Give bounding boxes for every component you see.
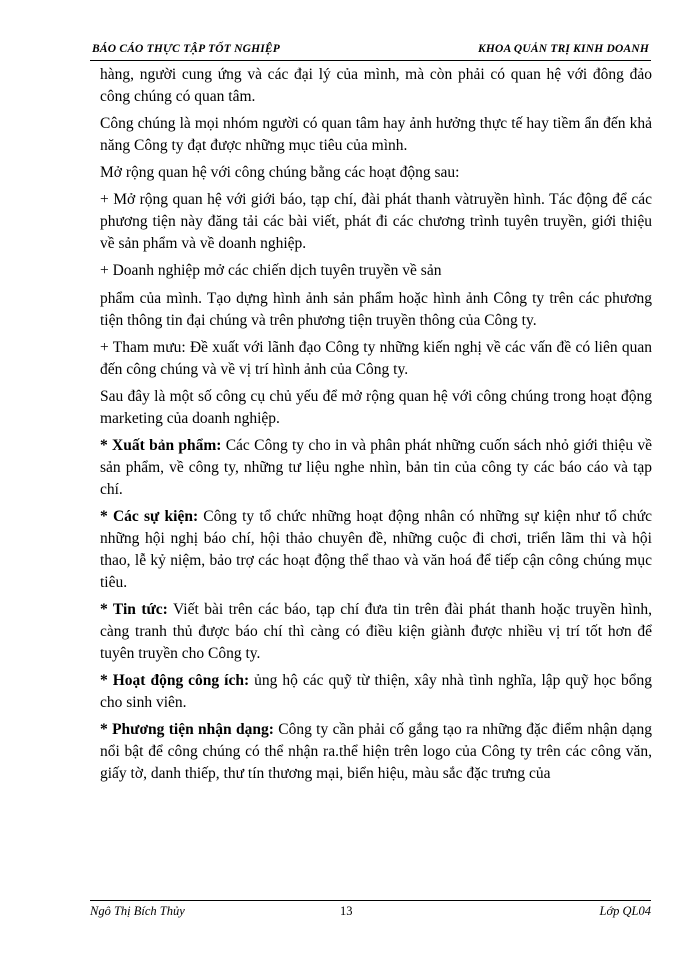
page-number: 13 <box>340 904 353 918</box>
item-news <box>100 599 652 665</box>
item-text: Các Công ty cho in và phân phát những cuốn sách nhỏ giới thiệu về sản phẩm, về công ty, những tư liệu nghe nhìn, bản tin của công ty các báo cáo và tạp chí. <box>100 436 652 498</box>
item-label: * Tin tức: <box>100 600 168 618</box>
item-label: * Phương tiện nhận dạng: <box>100 721 274 739</box>
item-public-service <box>100 670 652 714</box>
paragraph: hàng, người cung ứng và các đại lý của mình, mà còn phải có quan hệ với đông đảo công chúng có quan tâm. <box>100 66 652 105</box>
item-identity-media <box>100 719 652 785</box>
item-text: Công ty cần phải cố gắng tạo ra những đặc điểm nhận dạng nổi bật để công chúng có thể nhận ra.thể hiện trên logo của Công ty trên các công văn, giấy tờ, danh thiếp, thư tín thương mại, biển hiệu, màu sắc đặc trưng của <box>100 721 652 782</box>
footer-class: Lớp QL04 <box>599 904 651 918</box>
item-text: Viết bài trên các báo, tạp chí đưa tin trên đài phát thanh hoặc truyền hình, càng tranh thủ được báo chí thì càng có điều kiện giành được nhiều vị trí tốt hơn để tuyên truyền cho Công ty. <box>100 600 652 662</box>
item-text: ủng hộ các quỹ từ thiện, xây nhà tình nghĩa, lập quỹ học bổng cho sinh viên. <box>100 671 652 711</box>
item-text: Công ty tổ chức những hoạt động nhân có những sự kiện như tổ chức những hội nghị báo chí, hội thảo chuyên đề, những cuộc đi chơi, triển lãm thi và hội thao, lễ kỷ niệm, bảo trợ các hoạt động thể thao và văn hoá để tiếp cận công chúng mục tiêu. <box>100 507 652 591</box>
paragraph: Công chúng là mọi nhóm người có quan tâm hay ảnh hưởng thực tế hay tiềm ẩn đến khả năng Công ty đạt được những mục tiêu của mình. <box>100 115 652 155</box>
item-label: * Hoạt động công ích: <box>100 671 250 689</box>
item-label: * Xuất bản phẩm: <box>100 436 222 454</box>
header-report-title: BÁO CÁO THỰC TẬP TỐT NGHIỆP <box>92 43 280 55</box>
document-body <box>100 64 652 790</box>
page-footer <box>90 900 651 925</box>
paragraph: Sau đây là một số công cụ chủ yếu để mở rộng quan hệ với công chúng trong hoạt động marketing của doanh nghiệp. <box>100 387 652 427</box>
paragraph: Mở rộng quan hệ với công chúng bằng các hoạt động sau: <box>100 164 460 182</box>
page-header <box>90 40 651 61</box>
item-events <box>100 506 652 594</box>
item-publications <box>100 435 652 501</box>
header-faculty: KHOA QUẢN TRỊ KINH DOANH <box>478 43 649 55</box>
paragraph: + Mở rộng quan hệ với giới báo, tạp chí, đài phát thanh vàtruyền hình. Tác động để các phương tiện này đăng tải các bài viết, phát đi các chương trình tuyên truyền, giới thiệu về sản phẩm và về doanh nghiệp. <box>100 191 652 253</box>
item-label: * Các sự kiện: <box>100 507 199 525</box>
footer-author: Ngô Thị Bích Thủy <box>90 904 185 918</box>
paragraph: + Doanh nghiệp mở các chiến dịch tuyên truyền về sản <box>100 262 442 280</box>
paragraph: + Tham mưu: Đề xuất với lãnh đạo Công ty những kiến nghị về các vấn đề có liên quan đến công chúng và về vị trí hình ảnh của Công ty. <box>100 338 652 378</box>
paragraph: phẩm của mình. Tạo dựng hình ảnh sản phẩm hoặc hình ảnh Công ty trên các phương tiện thông tin đại chúng và trên phương tiện truyền thông của Công ty. <box>100 289 652 329</box>
